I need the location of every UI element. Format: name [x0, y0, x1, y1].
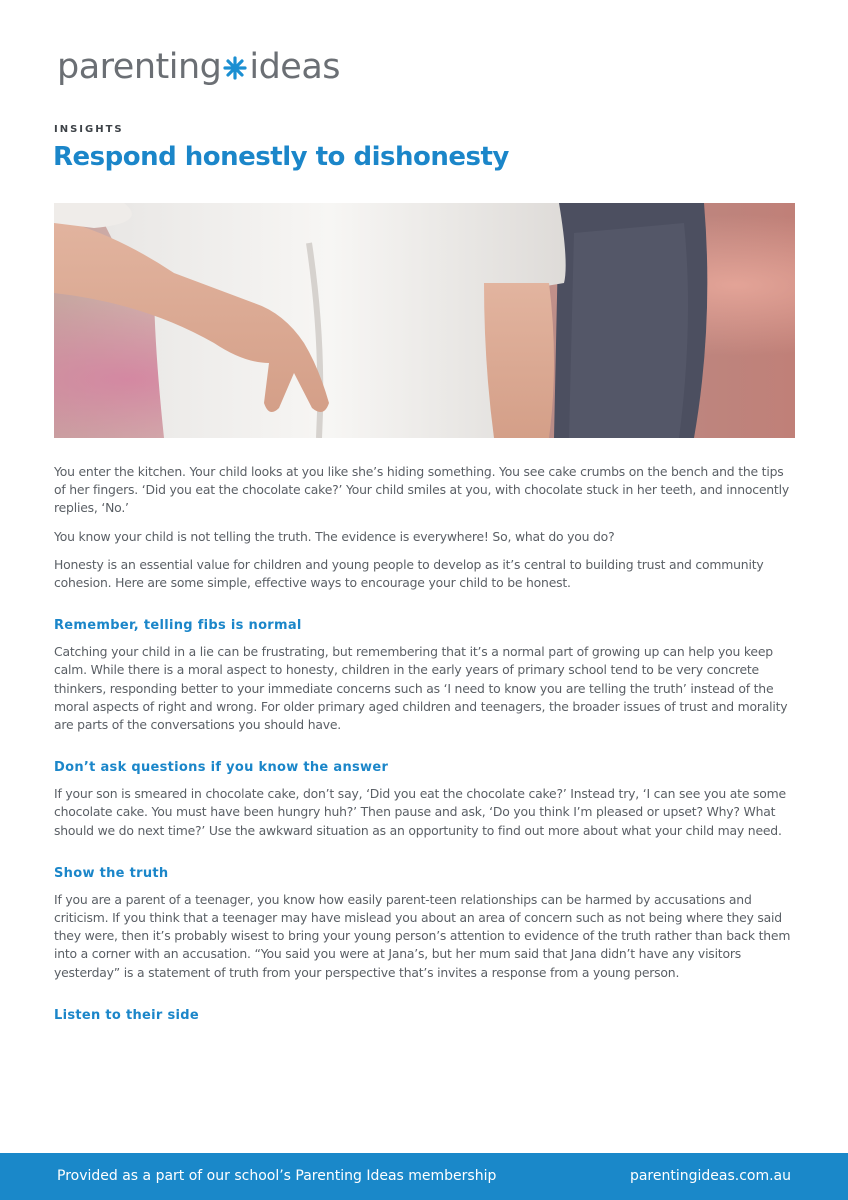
section-paragraph: Catching your child in a lie can be frustrating, but remembering that it’s a normal part of growing up can help you keep calm. While there is a moral aspect to honesty, children in the early years of primary school tend to be very concrete thinkers, responding better to your immediate concerns such as ‘I need to know you are telling the truth’ instead of the moral aspects of right and wrong. For older primary aged children and teenagers, the broader issues of trust and morality are parts of the conversations you should have.: [54, 644, 788, 733]
footer-bar: [0, 1153, 848, 1200]
page-title: Respond honestly to dishonesty: [53, 142, 509, 172]
asterisk-logo-icon: [223, 56, 247, 80]
section-heading: Remember, telling fibs is normal: [54, 618, 302, 634]
photo-icon: [54, 203, 795, 438]
section-heading: Don’t ask questions if you know the answer: [54, 760, 389, 776]
section-heading: Listen to their side: [54, 1007, 199, 1023]
logo-text-right: ideas: [249, 47, 341, 87]
section-heading: Show the truth: [54, 865, 169, 881]
footer-membership-text: Provided as a part of our school’s Parenting Ideas membership: [57, 1168, 497, 1184]
intro-paragraph: You know your child is not telling the truth. The evidence is everywhere! So, what do you do?: [54, 528, 615, 544]
article-body: [54, 463, 796, 1033]
intro-paragraph: Honesty is an essential value for children and young people to develop as it’s central to building trust and community cohesion. Here are some simple, effective ways to encourage your child to be honest.: [54, 556, 764, 591]
section-paragraph: If your son is smeared in chocolate cake, don’t say, ‘Did you eat the chocolate cake?’ Instead try, ‘I can see you ate some chocolate cake. You must have been hungry huh?’ Then pause and ask, ‘Do you think I’m pleased or upset? Why? What should we do next time?’ Use the awkward situation as an opportunity to find out more about what your child may need.: [54, 786, 786, 838]
hero-photo: [54, 203, 795, 438]
footer-website-link[interactable]: parentingideas.com.au: [629, 1168, 791, 1184]
intro-paragraph: You enter the kitchen. Your child looks at you like she’s hiding something. You see cake crumbs on the bench and the tips of her fingers. ‘Did you eat the chocolate cake?’ Your child smiles at you, with chocolate stuck in her teeth, and innocently replies, ‘No.’: [54, 464, 789, 516]
brand-logo: [57, 47, 341, 87]
section-kicker: INSIGHTS: [54, 124, 124, 135]
logo-text-left: parenting: [57, 47, 222, 87]
section-paragraph: If you are a parent of a teenager, you know how easily parent-teen relationships can be harmed by accusations and criticism. If you think that a teenager may have mislead you about an area of concern such as not being where they said they were, then it’s probably wisest to bring your young person’s attention to evidence of the truth rather than back them into a corner with an accusation. “You said you were at Jana’s, but her mum said that Jana didn’t have any visitors yesterday” is a statement of truth from your perspective that’s invites a response from a young person.: [54, 891, 791, 980]
